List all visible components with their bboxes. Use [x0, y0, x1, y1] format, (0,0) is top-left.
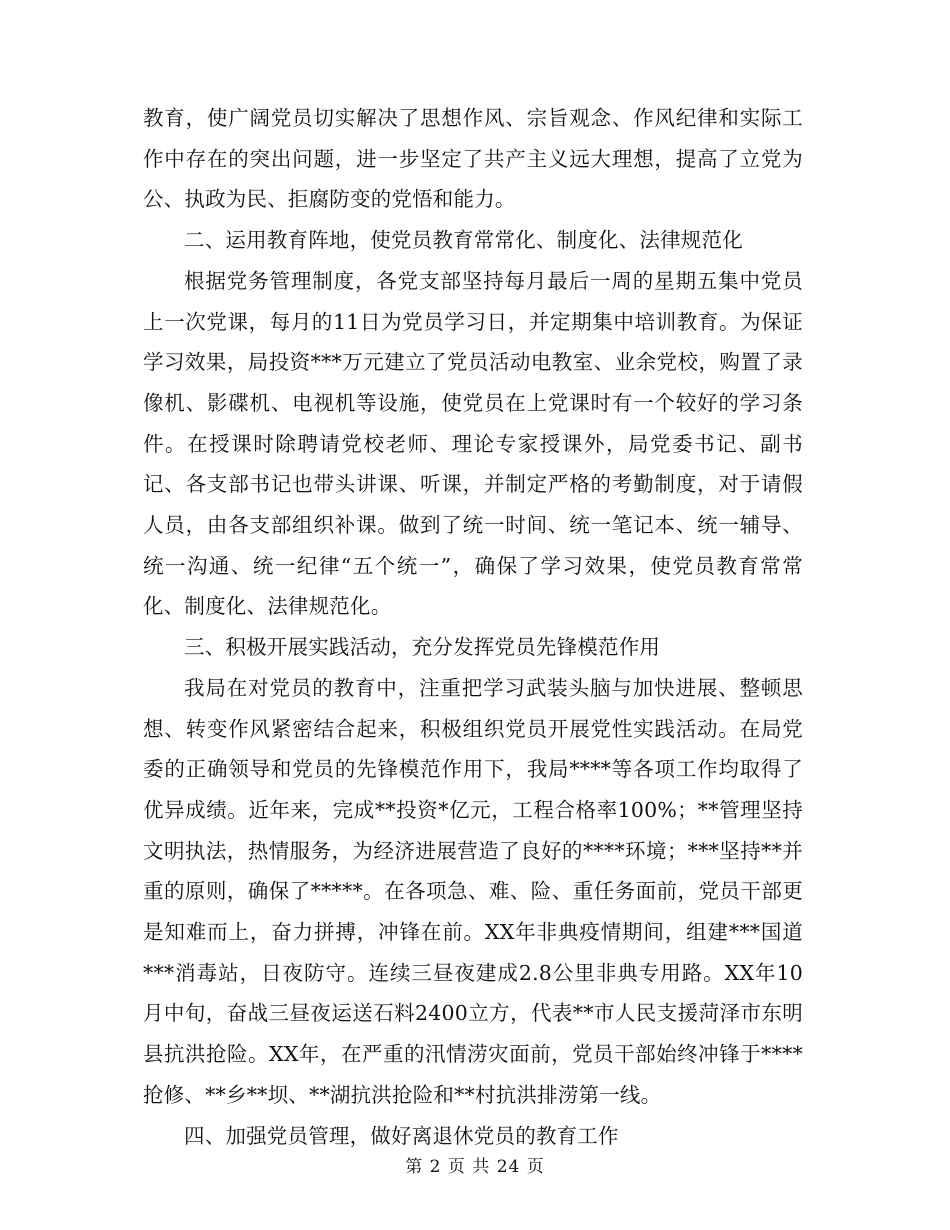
section-heading-2: 二、运用教育阵地，使党员教育常常化、制度化、法律规范化	[184, 228, 743, 253]
section-heading-4: 四、加强党员管理，做好离退休党员的教育工作	[184, 1123, 619, 1148]
document-body	[143, 98, 803, 1156]
paragraph-education-base: 根据党务管理制度，各党支部坚持每月最后一周的星期五集中党员上一次党课，每月的11日为党员学习日，并定期集中培训教育。为保证学习效果，局投资***万元建立了党员活动电教室、业余党校，购置了录像机、影碟机、电视机等设施，使党员在上党课时有一个较好的学习条件。在授课时除聘请党校老师、理论专家授课外，局党委书记、副书记、各支部书记也带头讲课、听课，并制定严格的考勤制度，对于请假人员，由各支部组织补课。做到了统一时间、统一笔记本、统一辅导、统一沟通、统一纪律“五个统一”，确保了学习效果，使党员教育常常化、制度化、法律规范化。	[143, 268, 803, 619]
paragraph-education-summary: 教育，使广阔党员切实解决了思想作风、宗旨观念、作风纪律和实际工作中存在的突出问题，进一步坚定了共产主义远大理想，提高了立党为公、执政为民、拒腐防变的党悟和能力。	[143, 106, 803, 212]
section-heading-3: 三、积极开展实践活动，充分发挥党员先锋模范作用	[184, 635, 661, 660]
page-number-footer: 第 2 页 共 24 页	[405, 1157, 545, 1177]
paragraph-practice-activities: 我局在对党员的教育中，注重把学习武装头脑与加快进展、整顿思想、转变作风紧密结合起来，积极组织党员开展党性实践活动。在局党委的正确领导和党员的先锋模范作用下，我局****等各项工作均取得了优异成绩。近年来，完成**投资*亿元，工程合格率100%；**管理坚持文明执法，热情服务，为经济进展营造了良好的****环境；***坚持**并重的原则，确保了*****。在各项急、难、险、重任务面前，党员干部更是知难而上，奋力拼搏，冲锋在前。XX年非典疫情期间，组建***国道***消毒站，日夜防守。连续三昼夜建成2.8公里非典专用路。XX年10 月中旬，奋战三昼夜运送石料2400立方，代表**市人民支援菏泽市东明县抗洪抢险。XX年，在严重的汛情涝灾面前，党员干部始终冲锋于****抢修、**乡**坝、**湖抗洪抢险和**村抗洪排涝第一线。	[143, 675, 803, 1107]
